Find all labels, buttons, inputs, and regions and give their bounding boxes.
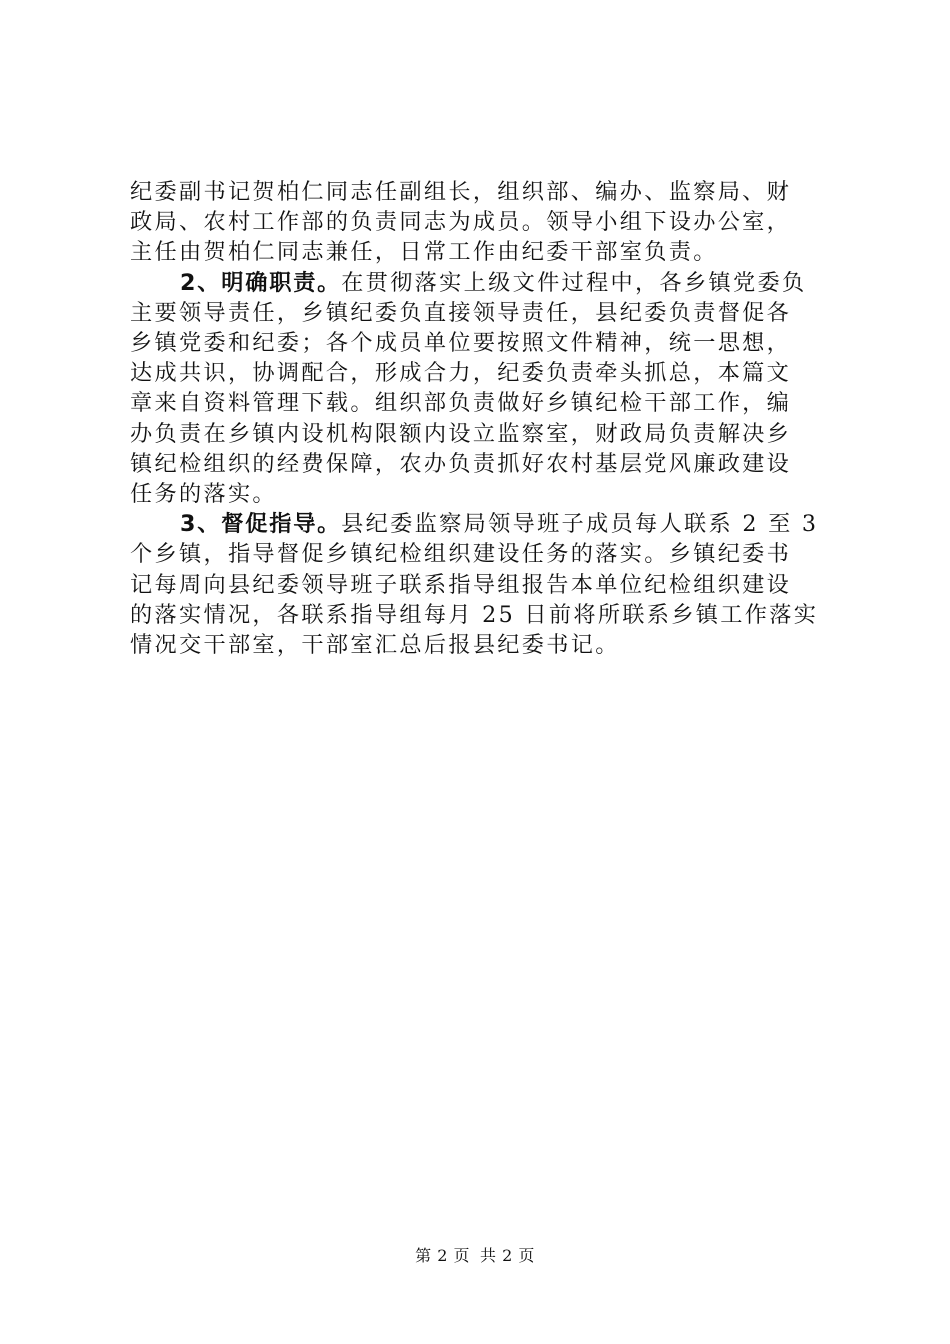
text-line: 主要领导责任，乡镇纪委负直接领导责任，县纪委负责督促各	[130, 299, 792, 326]
paragraph-leading-group	[130, 177, 830, 268]
text-line: 的落实情况，各联系指导组每月 25 日前将所联系乡镇工作落实	[130, 601, 819, 628]
text-line	[130, 268, 830, 298]
text-run: 县纪委监察局领导班子成员每人联系 2 至 3	[341, 511, 819, 538]
text-line: 镇纪检组织的经费保障，农办负责抓好农村基层党风廉政建设	[130, 450, 792, 477]
paragraph-clarify-duties	[130, 268, 830, 510]
text-line: 纪委副书记贺柏仁同志任副组长，组织部、编办、监察局、财	[130, 179, 792, 205]
page-total: 共 2 页	[480, 1246, 535, 1265]
text-line: 个乡镇，指导督促乡镇纪检组织建设任务的落实。乡镇纪委书	[130, 541, 792, 568]
text-run: 在贯彻落实上级文件过程中，各乡镇党委负	[341, 269, 807, 296]
text-line: 主任由贺柏仁同志兼任，日常工作由纪委干部室负责。	[130, 239, 718, 266]
text-line: 任务的落实。	[130, 481, 277, 508]
text-line: 章来自资料管理下载。组织部负责做好乡镇纪检干部工作，编	[130, 390, 792, 417]
page-number: 第 2 页	[415, 1246, 470, 1265]
text-line: 达成共识，协调配合，形成合力，纪委负责牵头抓总，本篇文	[130, 360, 792, 387]
page-footer	[0, 1243, 950, 1266]
section-heading-2: 2、明确职责。	[180, 269, 342, 296]
text-line: 乡镇党委和纪委；各个成员单位要按照文件精神，统一思想，	[130, 330, 792, 357]
text-line	[130, 509, 830, 539]
text-line: 记每周向县纪委领导班子联系指导组报告本单位纪检组织建设	[130, 571, 792, 598]
section-heading-3: 3、督促指导。	[180, 511, 342, 538]
text-line: 情况交干部室，干部室汇总后报县纪委书记。	[130, 632, 620, 659]
document-body	[130, 177, 830, 660]
paragraph-supervise-guide	[130, 509, 830, 660]
text-line: 政局、农村工作部的负责同志为成员。领导小组下设办公室，	[130, 209, 792, 236]
text-line: 办负责在乡镇内设机构限额内设立监察室，财政局负责解决乡	[130, 420, 792, 447]
